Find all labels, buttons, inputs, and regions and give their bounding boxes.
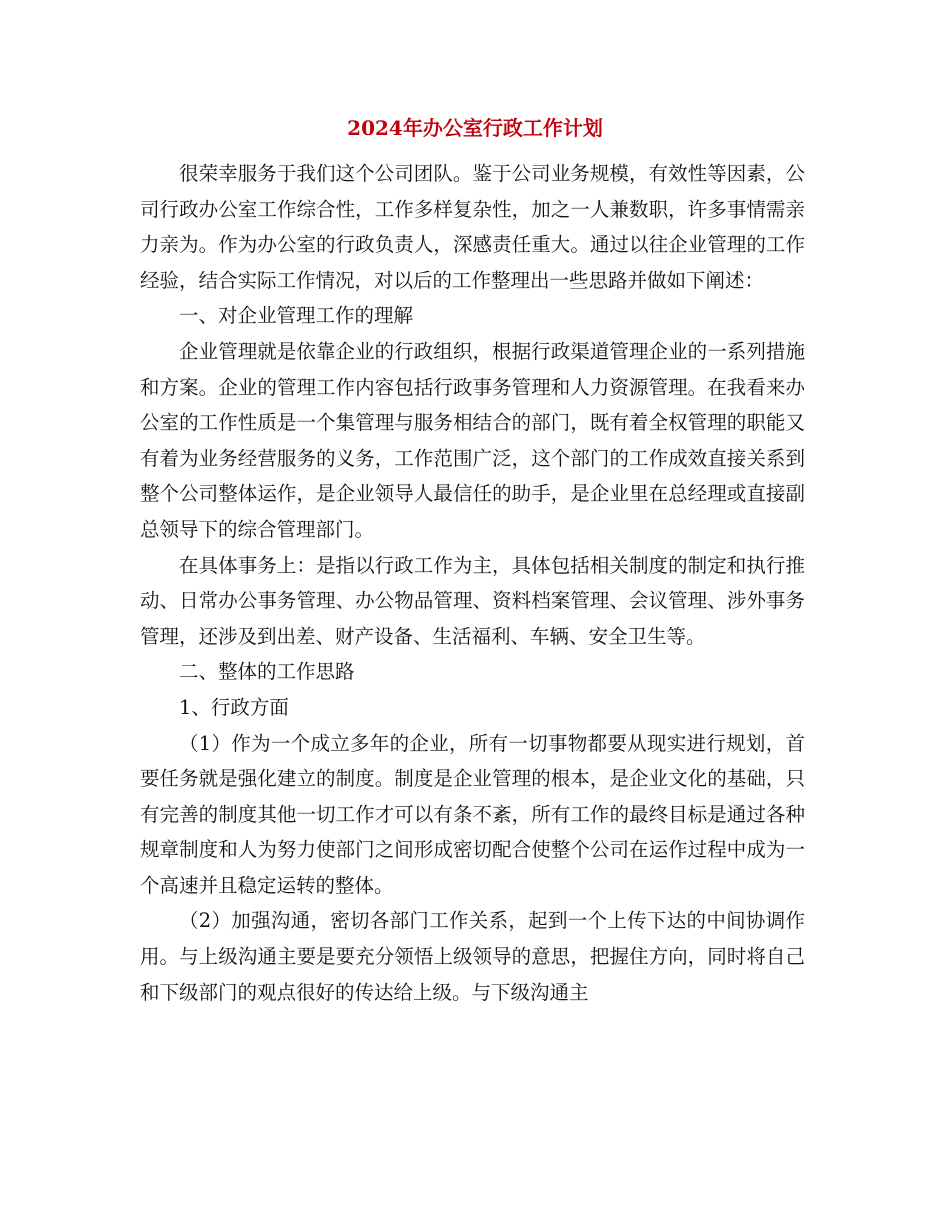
intro-paragraph: 很荣幸服务于我们这个公司团队。鉴于公司业务规模，有效性等因素，公司行政办公室工作综合性，工作多样复杂性，加之一人兼数职，许多事情需亲力亲为。作为办公室的行政负责人，深感责任重大。通过以往企业管理的工作经验，结合实际工作情况，对以后的工作整理出一些思路并做如下阐述： [140,162,805,292]
body-paragraph: （2）加强沟通，密切各部门工作关系，起到一个上传下达的中间协调作用。与上级沟通主要是要充分领悟上级领导的意思，把握住方向，同时将自己和下级部门的观点很好的传达给上级。与下级沟通主 [140,909,805,1004]
body-paragraph: （1）作为一个成立多年的企业，所有一切事物都要从现实进行规划，首要任务就是强化建立的制度。制度是企业管理的根本，是企业文化的基础，只有完善的制度其他一切工作才可以有条不紊，所有工作的最终目标是通过各种规章制度和人为努力使部门之间形成密切配合使整个公司在运作过程中成为一个高速并且稳定运转的整体。 [140,731,805,897]
section-heading-2: 二、整体的工作思路 [179,660,355,684]
document-title: 2024年办公室行政工作计划 [347,116,603,140]
body-paragraph: 企业管理就是依靠企业的行政组织，根据行政渠道管理企业的一系列措施和方案。企业的管理工作内容包括行政事务管理和人力资源管理。在我看来办公室的工作性质是一个集管理与服务相结合的部门，既有着全权管理的职能又有着为业务经营服务的义务，工作范围广泛，这个部门的工作成效直接关系到整个公司整体运作，是企业领导人最信任的助手，是企业里在总经理或直接副总领导下的综合管理部门。 [140,339,805,541]
section-heading-1: 一、对企业管理工作的理解 [179,304,414,328]
body-paragraph: 在具体事务上：是指以行政工作为主，具体包括相关制度的制定和执行推动、日常办公事务管理、办公物品管理、资料档案管理、会议管理、涉外事务管理，还涉及到出差、财产设备、生活福利、车辆、安全卫生等。 [140,553,805,648]
document-body [140,156,805,1010]
subsection-heading: 1、行政方面 [179,695,289,719]
